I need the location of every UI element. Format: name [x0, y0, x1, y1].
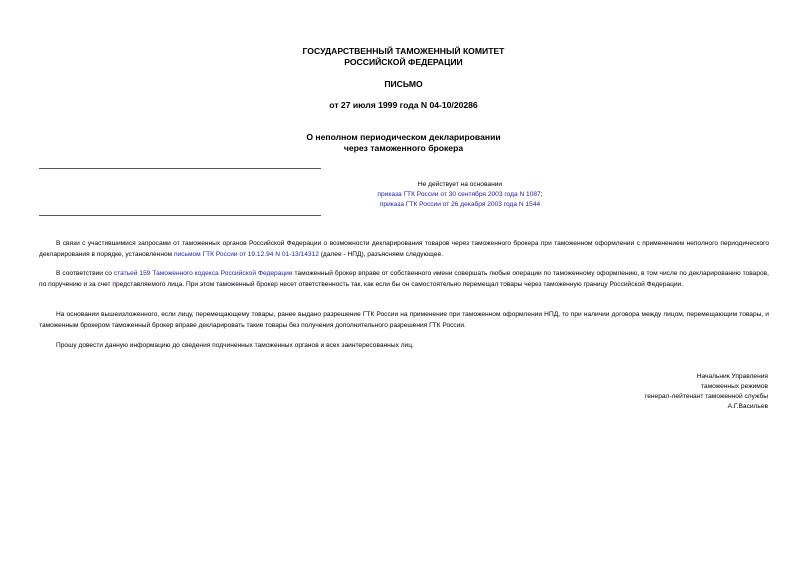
- paragraph-1-end: (далее - НПД), разъясняем следующее.: [318, 251, 443, 258]
- status-note-line2: [260, 200, 660, 210]
- signature-position-line2: таможенных режимов: [700, 383, 768, 390]
- paragraph-2-end: таможенный брокер вправе от собственного имени совершать любые операции по таможенному оформлению, в том числе по декларированию товаров, по поручению и за счет представляемого лица. При этом таможенный брокер несет ответственность так, как если бы он самостоятельно перемещал товары через таможенную границу Российской Федерации.: [39, 270, 769, 288]
- status-note-text: Не действует на основании: [417, 181, 503, 188]
- paragraph-2-start: В соответствии со: [56, 270, 114, 277]
- paragraph-1-start: В связи с участившимися запросами от таможенных органов Российской Федерации о возможности декларирования товаров через таможенного брокера при таможенном оформлении с применением неполного периодического декларирования в порядке, установленном: [39, 240, 769, 258]
- org-name-line2: РОССИЙСКОЙ ФЕДЕРАЦИИ: [344, 57, 463, 67]
- paragraph-3-text: На основании вышеизложенного, если лицу, перемещающему товары, ранее выдано разрешение ГТК России на применение при таможенном оформлении НПД, то при наличии договора между лицом, перемещающим товары, и таможенным брокером таможенный брокер вправе декларировать такие товары без получения дополнительного разрешения ГТК России.: [39, 311, 769, 329]
- signature-rank: генерал-лейтенант таможенной службы: [644, 393, 768, 400]
- bottom-divider: [39, 215, 321, 216]
- signature-position-line1: Начальник Управления: [696, 373, 768, 380]
- paragraph-2: [39, 268, 769, 290]
- order-1544-link[interactable]: приказа ГТК России от 26 декабря 2003 года N 1544: [379, 201, 541, 208]
- paragraph-1: [39, 238, 769, 260]
- subject-line2: через таможенного брокера: [343, 143, 464, 153]
- signature-name: А.Г.Васильев: [727, 403, 768, 410]
- customs-code-article-159-link[interactable]: статьей 159 Таможенного кодекса Российской Федерации: [113, 270, 293, 277]
- status-note-separator: ;: [540, 191, 543, 198]
- order-1087-link[interactable]: приказа ГТК России от 30 сентября 2003 года N 1087: [377, 191, 541, 198]
- org-name-line1: ГОСУДАРСТВЕННЫЙ ТАМОЖЕННЫЙ КОМИТЕТ: [302, 46, 505, 56]
- subject-line1: О неполном периодическом декларировании: [306, 132, 501, 142]
- paragraph-3: [39, 309, 769, 331]
- doc-date-number: от 27 июля 1999 года N 04-10/20286: [329, 100, 478, 110]
- letter-01-13-14312-link[interactable]: письмом ГТК России от 19.12.94 N 01-13/14312: [174, 251, 319, 258]
- doc-type: ПИСЬМО: [384, 79, 423, 89]
- top-divider: [39, 168, 321, 169]
- paragraph-4-text: Прошу довести данную информацию до сведения подчиненных таможенных органов и всех заинтересованных лиц.: [56, 342, 414, 349]
- status-note-line1: [260, 190, 660, 200]
- paragraph-4: [39, 340, 769, 351]
